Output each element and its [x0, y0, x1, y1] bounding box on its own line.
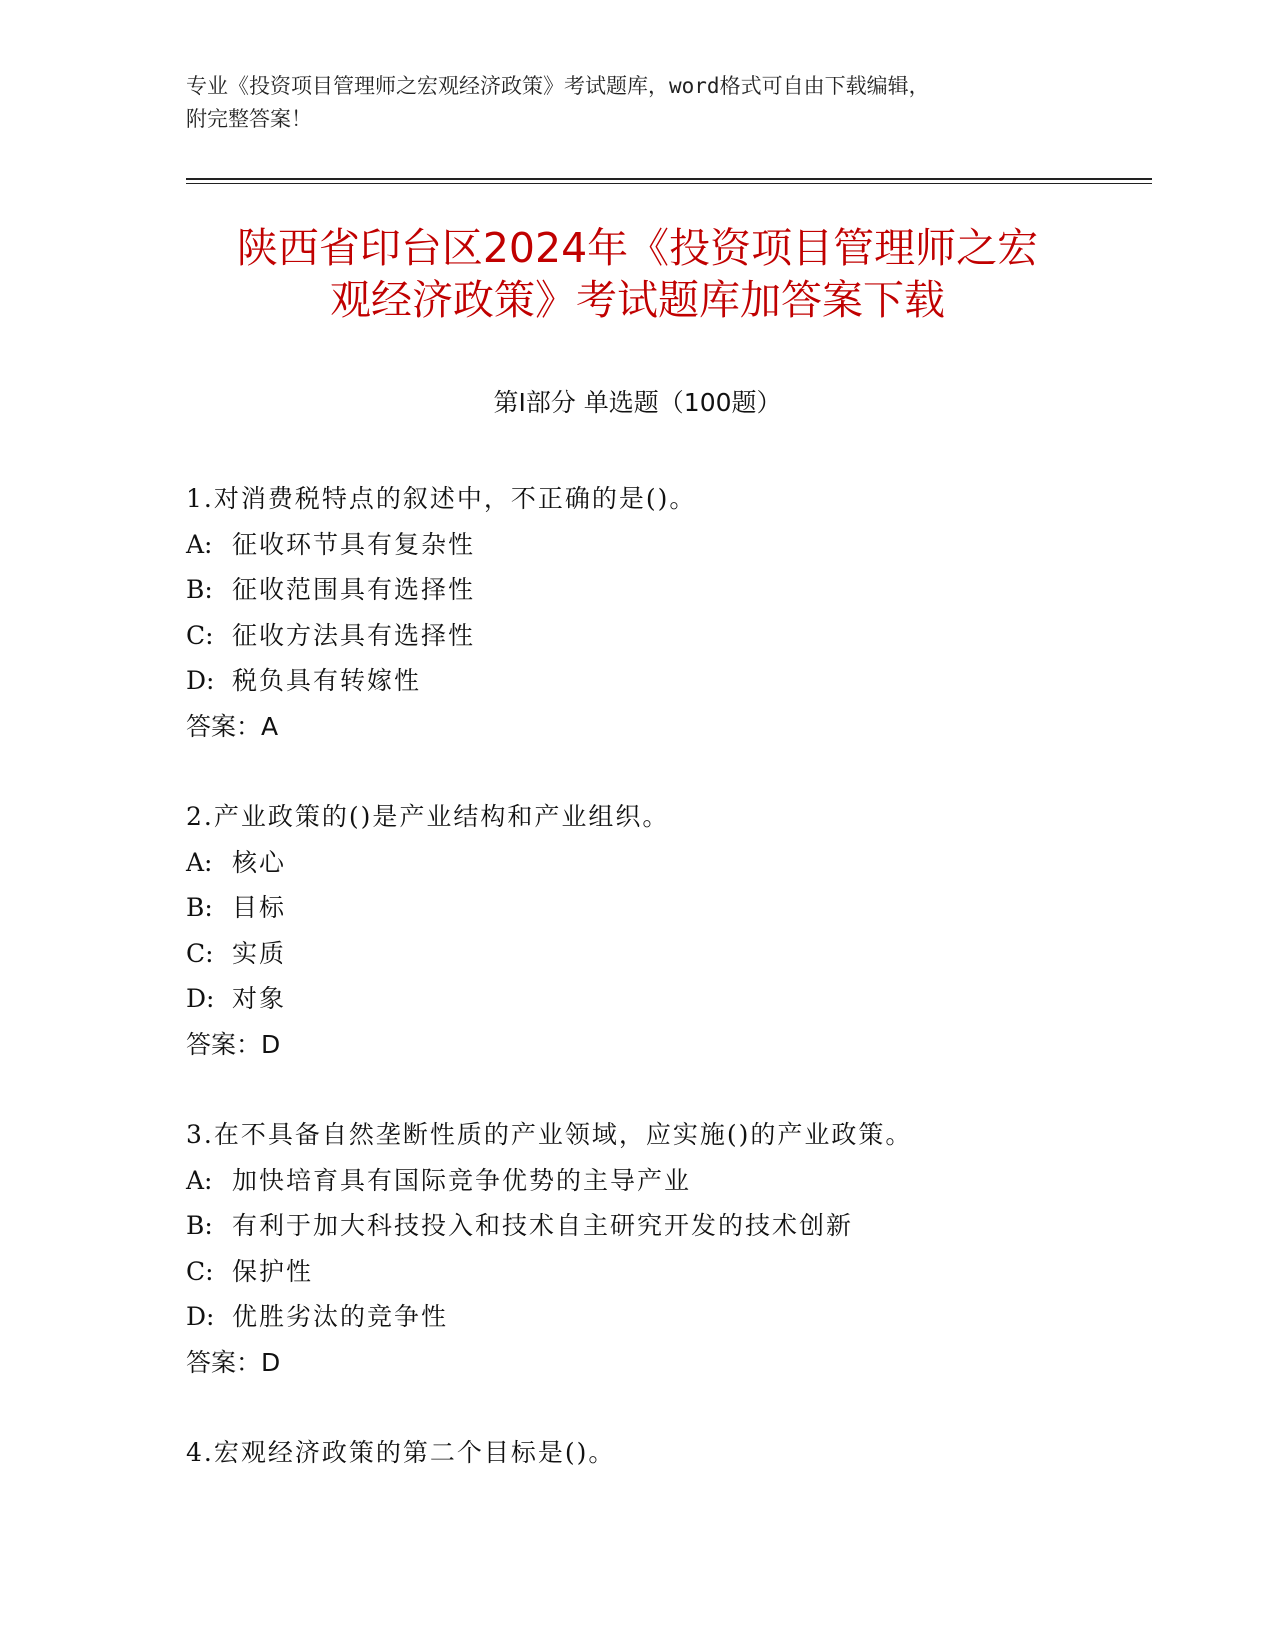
option-text: 保护性 [232, 1256, 314, 1286]
option-letter: D: [186, 1302, 215, 1331]
option-text: 对象 [232, 984, 287, 1013]
option-d [186, 1294, 1126, 1340]
option-text: 征收方法具有选择性 [232, 620, 476, 650]
option-letter: C: [186, 1256, 214, 1286]
option-a [186, 1158, 1126, 1204]
option-text: 税负具有转嫁性 [232, 666, 422, 695]
option-text: 优胜劣汰的竞争性 [232, 1302, 449, 1331]
option-letter: B: [186, 1211, 213, 1240]
section-heading: 第Ⅰ部分 单选题（100题） [493, 388, 782, 417]
answer: 答案：A [186, 711, 279, 741]
document-title-line: 陕西省印台区2024年《投资项目管理师之宏 [236, 224, 1039, 272]
option-a [186, 840, 1126, 886]
option-letter: B: [186, 575, 213, 604]
question-stem: 2.产业政策的()是产业结构和产业组织。 [186, 802, 670, 831]
header-divider-thick [186, 178, 1152, 180]
option-letter: C: [186, 938, 214, 968]
question-stem: 1.对消费税特点的叙述中，不正确的是()。 [186, 484, 697, 513]
option-c [186, 1249, 1126, 1295]
option-letter: D: [186, 666, 215, 695]
option-text: 加快培育具有国际竞争优势的主导产业 [232, 1165, 692, 1195]
option-letter: D: [186, 984, 215, 1013]
question-list [186, 476, 1126, 1521]
answer: 答案：D [186, 1347, 281, 1377]
header-note-line: 专业《投资项目管理师之宏观经济政策》考试题库，word格式可自由下载编辑， [186, 74, 930, 98]
option-text: 有利于加大科技投入和技术自主研究开发的技术创新 [232, 1211, 854, 1240]
option-a [186, 522, 1126, 568]
option-text: 征收范围具有选择性 [232, 575, 476, 604]
option-letter: C: [186, 620, 214, 650]
question-2 [186, 794, 1126, 1067]
option-letter: A: [186, 847, 213, 877]
question-3 [186, 1112, 1126, 1385]
option-text: 实质 [232, 938, 287, 968]
header-note-line: 附完整答案！ [186, 107, 312, 131]
header-divider-thin [186, 183, 1152, 184]
option-b [186, 567, 1126, 613]
option-d [186, 976, 1126, 1022]
question-stem: 4.宏观经济政策的第二个目标是()。 [186, 1438, 616, 1467]
option-text: 目标 [232, 893, 287, 922]
option-letter: A: [186, 1165, 213, 1195]
option-text: 征收环节具有复杂性 [232, 529, 476, 559]
option-letter: B: [186, 893, 213, 922]
document-title-line: 观经济政策》考试题库加答案下载 [330, 276, 945, 324]
question-1 [186, 476, 1126, 749]
option-c [186, 613, 1126, 659]
question-stem: 3.在不具备自然垄断性质的产业领域，应实施()的产业政策。 [186, 1120, 913, 1149]
header-note [186, 70, 1086, 136]
option-d [186, 658, 1126, 704]
option-c [186, 931, 1126, 977]
option-b [186, 885, 1126, 931]
option-letter: A: [186, 529, 213, 559]
document-title [150, 222, 1125, 326]
option-text: 核心 [232, 847, 287, 877]
answer: 答案：D [186, 1029, 281, 1059]
question-4 [186, 1430, 1126, 1476]
option-b [186, 1203, 1126, 1249]
